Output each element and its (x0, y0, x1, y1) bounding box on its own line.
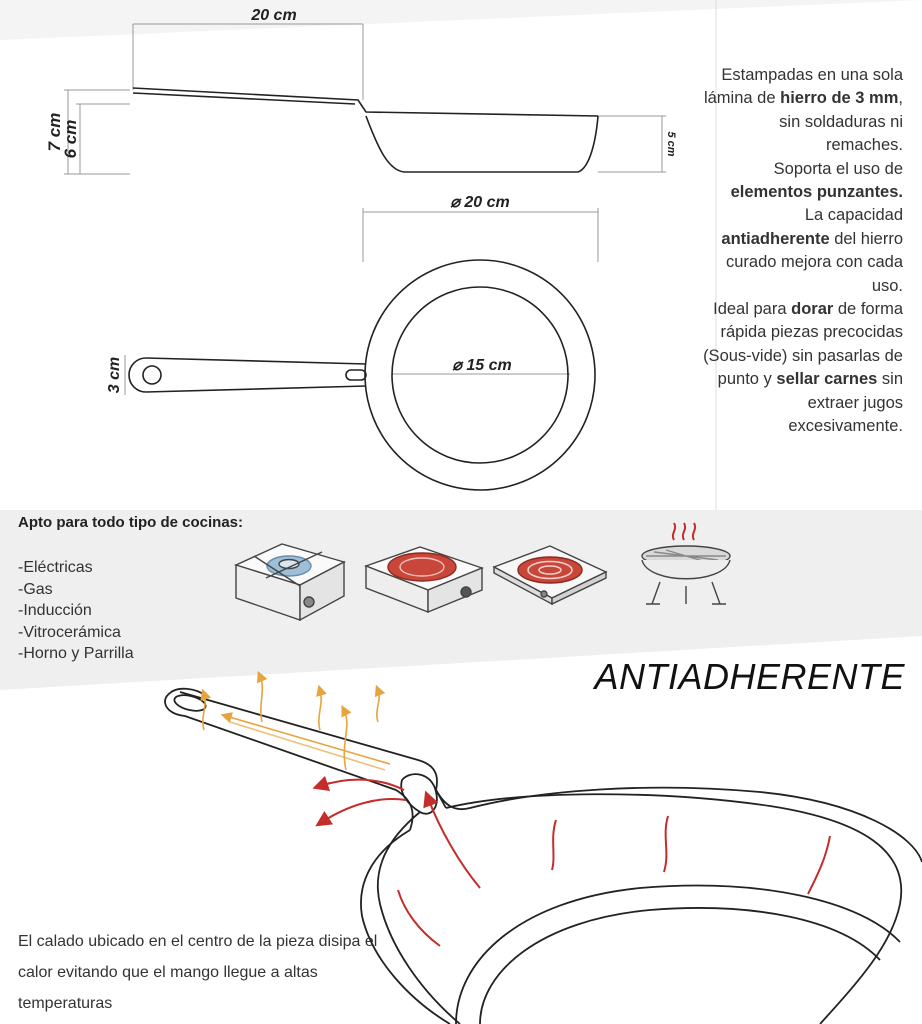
desc-bold: elementos punzantes. (730, 183, 903, 202)
desc-text: Soporta el uso de (773, 159, 903, 178)
stoves-title: Apto para todo tipo de cocinas: (18, 514, 244, 531)
desc-text: La capacidad (804, 206, 903, 225)
desc-text: , sin soldaduras ni remaches. (779, 89, 903, 155)
desc-bold: sellar carnes (776, 370, 878, 389)
stove-item: -Eléctricas (18, 559, 93, 576)
dim-top-length: 20 cm (251, 7, 297, 24)
desc-text: de forma rápida piezas precocidas (Sous-vide) sin pasarlas de punto y (703, 300, 903, 389)
feature-title: ANTIADHERENTE (594, 656, 905, 697)
dim-diameter-inner: ⌀ 15 cm (452, 357, 512, 374)
dim-depth: 5 cm (665, 131, 677, 157)
stove-item: -Inducción (18, 602, 92, 619)
dim-handle-width: 3 cm (106, 356, 123, 394)
feature-description: El calado ubicado en el centro de la pieza disipa el calor evitando que el mango llegue a altas temperaturas (18, 933, 378, 1012)
desc-text: Ideal para (713, 300, 792, 319)
dim-diameter-outer: ⌀ 20 cm (450, 194, 510, 211)
dim-height-body: 6 cm (61, 119, 80, 159)
desc-bold: antiadherente (721, 229, 830, 248)
stove-item: -Vitrocerámica (18, 623, 121, 641)
desc-text: del hierro curado mejora con cada uso. (725, 229, 903, 295)
desc-text: Estampadas en una sola lámina de (703, 66, 903, 108)
desc-bold: dorar (791, 300, 834, 319)
stove-item: -Gas (18, 580, 53, 598)
stove-item: -Horno y Parrilla (18, 645, 134, 662)
dim-height-total: 7 cm (45, 112, 64, 152)
desc-bold: hierro de 3 mm (780, 89, 899, 108)
desc-text: sin extraer jugos excesivamente. (788, 370, 903, 436)
